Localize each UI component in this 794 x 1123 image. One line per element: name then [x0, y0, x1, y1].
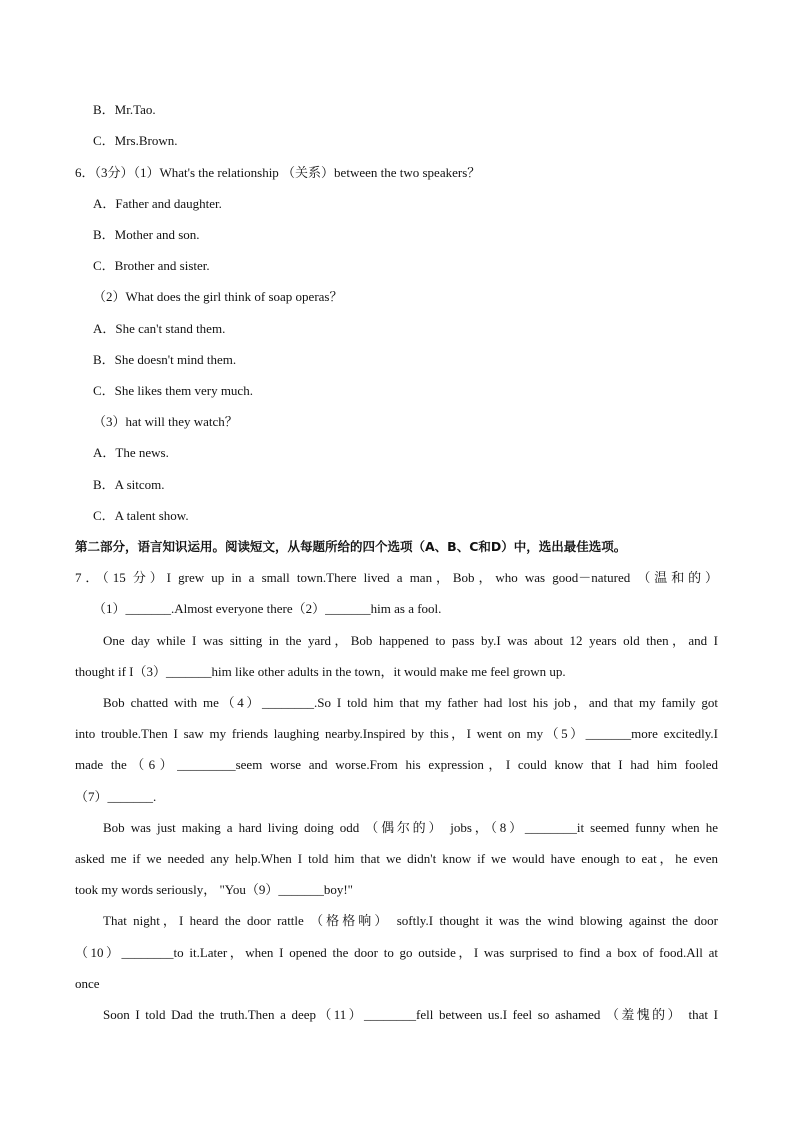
- q7-line-6: into trouble.Then I saw my friends laughing nearby.Inspired by this，I went on my（5）_______more excitedly.I: [75, 726, 718, 741]
- q7-line-13: （10）________to it.Later，when I opened the door to go outside，I was surprised to find a box of food.All at: [75, 945, 718, 960]
- q7-line-3: One day while I was sitting in the yard，Bob happened to pass by.I was about 12 years old then，and I: [103, 633, 718, 648]
- q6-part2-option-a: A．She can't stand them.: [93, 321, 226, 336]
- q6-part1-option-b: B．Mother and son.: [93, 227, 200, 242]
- q7-line-11: took my words seriously， "You（9）_______boy!": [75, 882, 353, 897]
- q6-part3-option-a: A．The news.: [93, 445, 169, 460]
- q5-option-b: B．Mr.Tao.: [93, 102, 156, 117]
- q6-part1-option-c: C．Brother and sister.: [93, 258, 210, 273]
- q7-line-5: Bob chatted with me（4）________.So I told him that my father had lost his job，and that my family got: [103, 695, 718, 710]
- q6-header: 6．（3分）（1）What's the relationship （关系）between the two speakers？: [75, 165, 481, 180]
- q7-line-2: （1）_______.Almost everyone there（2）_______him as a fool.: [93, 601, 442, 616]
- q7-line-9: Bob was just making a hard living doing odd （偶尔的） jobs，（8）________it seemed funny when he: [103, 820, 718, 835]
- q6-part2-option-b: B．She doesn't mind them.: [93, 352, 237, 367]
- q7-line-14: once: [75, 976, 100, 991]
- q7-line-7: made the（6）_________seem worse and worse.From his expression，I could know that I had him fooled: [75, 757, 718, 772]
- section2-heading: 第二部分，语言知识运用。阅读短文，从每题所给的四个选项（A、B、C和D）中，选出最佳选项。: [75, 539, 627, 554]
- q6-part3-option-c: C．A talent show.: [93, 508, 189, 523]
- q7-line-10: asked me if we needed any help.When I told him that we didn't know if we would have enough to eat，he even: [75, 851, 718, 866]
- q7-line-12: That night，I heard the door rattle （格格响） softly.I thought it was the wind blowing against the door: [103, 913, 718, 928]
- q6-part3-option-b: B．A sitcom.: [93, 477, 165, 492]
- q7-line-15: Soon I told Dad the truth.Then a deep（11）________fell between us.I feel so ashamed （羞愧的） that I: [103, 1007, 718, 1022]
- q7-line-4: thought if I（3）_______him like other adults in the town，it would make me feel grown up.: [75, 664, 566, 679]
- q6-part3-question: （3）hat will they watch？: [93, 414, 238, 429]
- q6-part1-option-a: A．Father and daughter.: [93, 196, 222, 211]
- q7-line-8: （7）_______.: [75, 789, 157, 804]
- q6-part2-option-c: C．She likes them very much.: [93, 383, 253, 398]
- q6-part2-question: （2）What does the girl think of soap operas？: [93, 289, 343, 304]
- q7-line-1: 7．（15 分）I grew up in a small town.There lived a man，Bob，who was good－natured （温和的）: [75, 570, 718, 585]
- q5-option-c: C．Mrs.Brown.: [93, 133, 178, 148]
